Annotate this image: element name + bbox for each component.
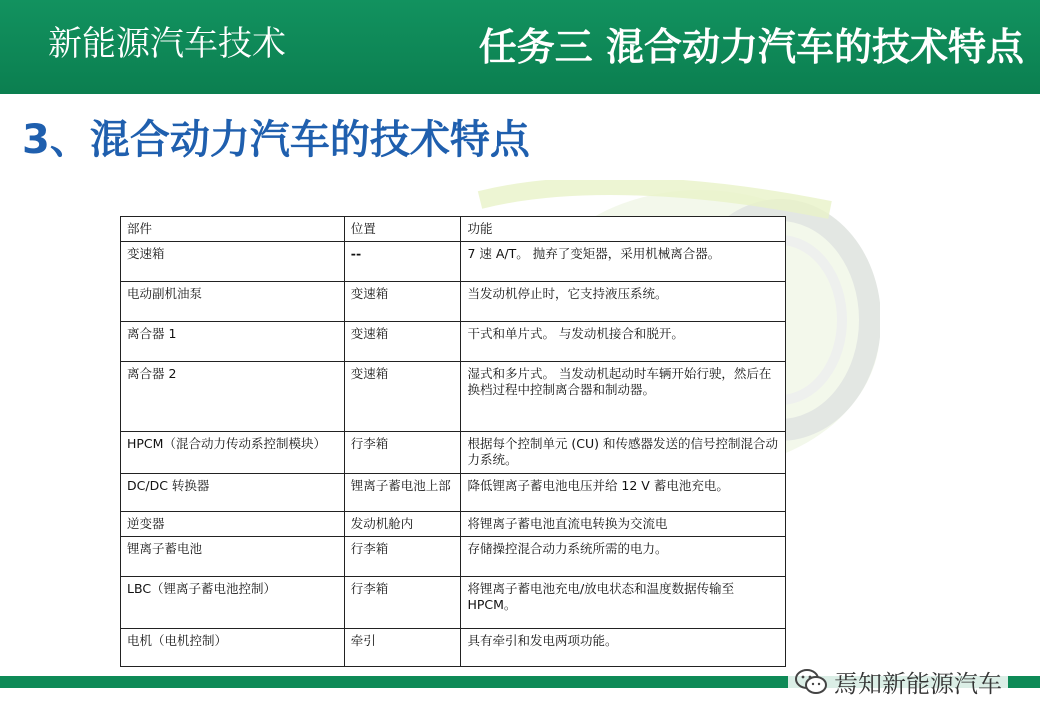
cell-component: 电动副机油泵 [121,282,345,322]
wechat-icon [794,668,828,696]
cell-function: 存储操控混合动力系统所需的电力。 [461,537,786,577]
cell-function: 根据每个控制单元 (CU) 和传感器发送的信号控制混合动力系统。 [461,432,786,474]
components-table [120,216,786,667]
cell-location: -- [344,242,461,282]
cell-component: 逆变器 [121,512,345,537]
cell-component: HPCM（混合动力传动系控制模块） [121,432,345,474]
header-function: 功能 [461,217,786,242]
table-row [121,577,786,629]
cell-location: 行李箱 [344,577,461,629]
course-title: 新能源汽车技术 [48,24,286,64]
table-row [121,629,786,667]
header-bar [0,0,1040,94]
cell-location: 变速箱 [344,362,461,432]
table-row [121,322,786,362]
table-row [121,537,786,577]
table-row [121,242,786,282]
cell-function: 将锂离子蓄电池充电/放电状态和温度数据传输至 HPCM。 [461,577,786,629]
cell-location: 变速箱 [344,282,461,322]
header-component: 部件 [121,217,345,242]
section-title: 3、混合动力汽车的技术特点 [22,117,530,163]
cell-component: 离合器 1 [121,322,345,362]
cell-component: 锂离子蓄电池 [121,537,345,577]
cell-location: 变速箱 [344,322,461,362]
cell-component: DC/DC 转换器 [121,474,345,512]
watermark [788,664,1008,699]
task-title: 任务三 混合动力汽车的技术特点 [478,25,1024,69]
table-row [121,282,786,322]
cell-component: 电机（电机控制） [121,629,345,667]
cell-component: LBC（锂离子蓄电池控制） [121,577,345,629]
cell-location: 行李箱 [344,432,461,474]
table-row [121,432,786,474]
table-row [121,512,786,537]
table-header-row [121,217,786,242]
cell-function: 7 速 A/T。 抛弃了变矩器，采用机械离合器。 [461,242,786,282]
cell-function: 降低锂离子蓄电池电压并给 12 V 蓄电池充电。 [461,474,786,512]
cell-location: 牵引 [344,629,461,667]
cell-location: 锂离子蓄电池上部 [344,474,461,512]
watermark-text: 焉知新能源汽车 [834,670,1002,698]
cell-location: 发动机舱内 [344,512,461,537]
table-row [121,474,786,512]
cell-function: 干式和单片式。 与发动机接合和脱开。 [461,322,786,362]
cell-component: 变速箱 [121,242,345,282]
cell-component: 离合器 2 [121,362,345,432]
cell-function: 当发动机停止时，它支持液压系统。 [461,282,786,322]
cell-function: 将锂离子蓄电池直流电转换为交流电 [461,512,786,537]
table-row [121,362,786,432]
header-location: 位置 [344,217,461,242]
cell-function: 具有牵引和发电两项功能。 [461,629,786,667]
cell-function: 湿式和多片式。 当发动机起动时车辆开始行驶，然后在换档过程中控制离合器和制动器。 [461,362,786,432]
cell-location: 行李箱 [344,537,461,577]
